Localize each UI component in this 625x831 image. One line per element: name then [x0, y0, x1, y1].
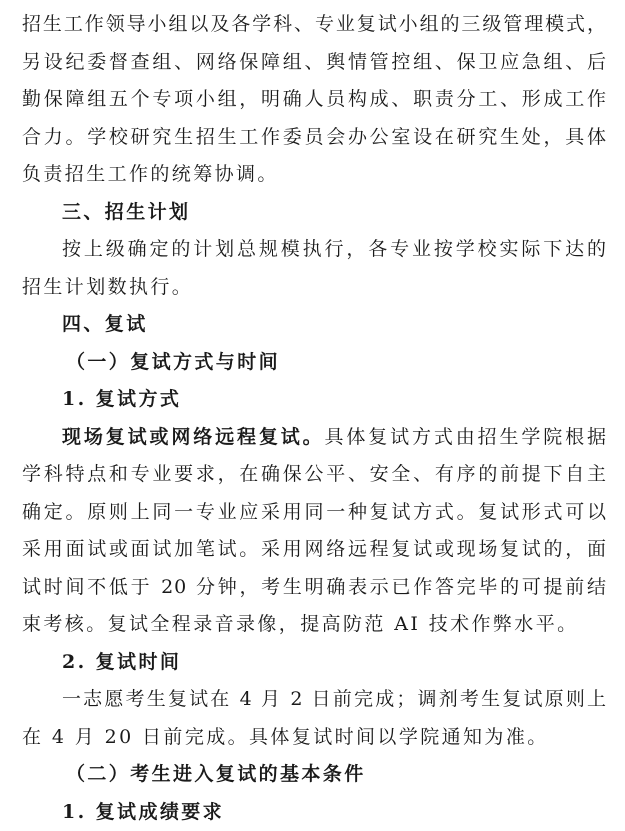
item-heading-time: 2. 复试时间: [22, 644, 607, 682]
item-heading-score: 1. 复试成绩要求: [22, 794, 607, 831]
paragraph-line: 按上级确定的计划总规模执行，各专业按学校实际下达的: [22, 231, 607, 269]
paragraph-line: 在 4 月 20 日前完成。具体复试时间以学院通知为准。: [22, 719, 607, 757]
section-heading-retest: 四、复试: [22, 306, 607, 344]
paragraph-line: 合力。学校研究生招生工作委员会办公室设在研究生处，具体: [22, 119, 607, 157]
paragraph-line: [22, 419, 607, 457]
paragraph-line: 另设纪委督查组、网络保障组、舆情管控组、保卫应急组、后: [22, 44, 607, 82]
item-heading-method: 1. 复试方式: [22, 381, 607, 419]
paragraph-line: 学科特点和专业要求，在确保公平、安全、有序的前提下自主: [22, 456, 607, 494]
subsection-heading-conditions: （二）考生进入复试的基本条件: [22, 756, 607, 794]
lead-continuation: 具体复试方式由招生学院根据: [325, 426, 608, 448]
section-heading-plan: 三、招生计划: [22, 194, 607, 232]
lead-phrase: 现场复试或网络远程复试。: [62, 426, 325, 448]
paragraph-line: 招生工作领导小组以及各学科、专业复试小组的三级管理模式，: [22, 6, 607, 44]
paragraph-line: 勤保障组五个专项小组，明确人员构成、职责分工、形成工作: [22, 81, 607, 119]
paragraph-line: 招生计划数执行。: [22, 269, 607, 307]
paragraph-line: 试时间不低于 20 分钟，考生明确表示已作答完毕的可提前结: [22, 569, 607, 607]
paragraph-line: 负责招生工作的统筹协调。: [22, 156, 607, 194]
paragraph-line: 束考核。复试全程录音录像，提高防范 AI 技术作弊水平。: [22, 606, 607, 644]
paragraph-line: 一志愿考生复试在 4 月 2 日前完成；调剂考生复试原则上: [22, 681, 607, 719]
paragraph-line: 确定。原则上同一专业应采用同一种复试方式。复试形式可以: [22, 494, 607, 532]
paragraph-line: 采用面试或面试加笔试。采用网络远程复试或现场复试的，面: [22, 531, 607, 569]
subsection-heading-method-time: （一）复试方式与时间: [22, 344, 607, 382]
